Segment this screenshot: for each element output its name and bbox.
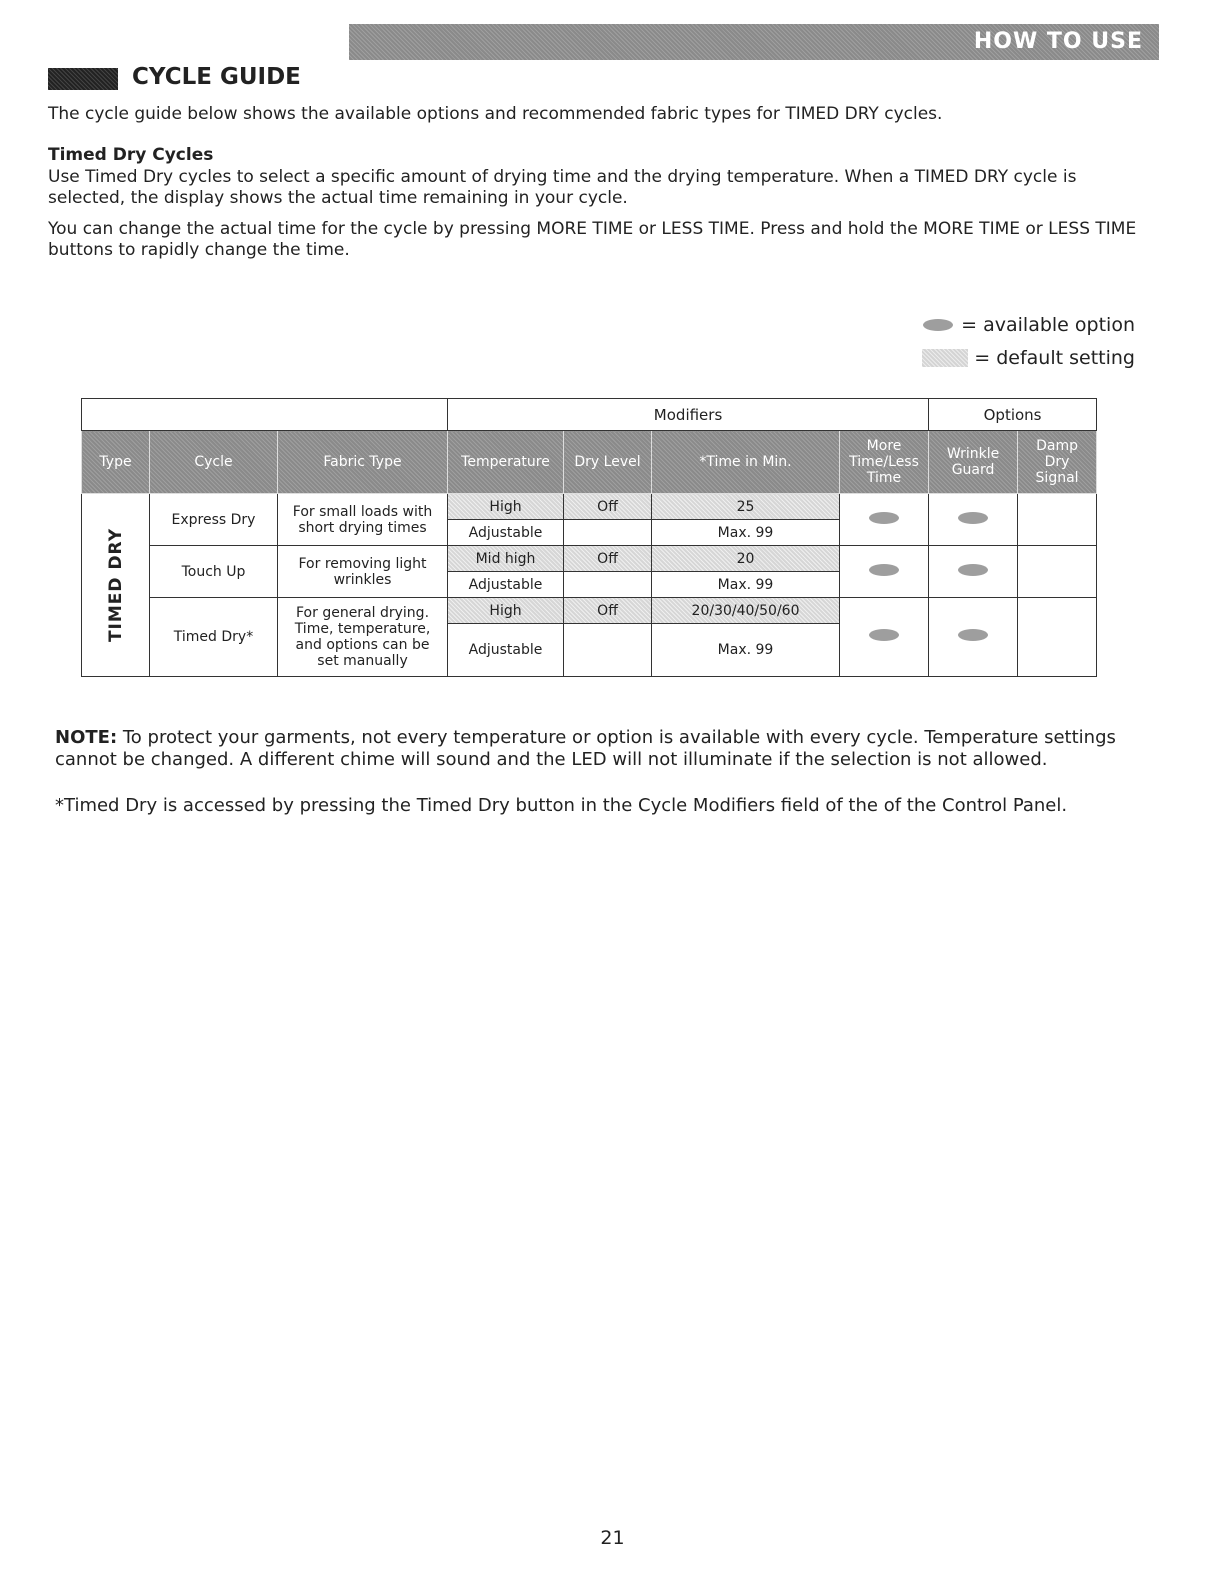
available-dot-icon: [869, 629, 899, 641]
dry-default: Off: [564, 598, 652, 624]
note-text: To protect your garments, not every temperature or option is available with every cycle. Temperature settings cannot be changed. A different chime will sound and the LED will not illuminate if the selection is not allowed.: [55, 727, 1116, 770]
page-number: 21: [600, 1527, 625, 1549]
time-default: 20: [652, 546, 840, 572]
col-type: Type: [82, 431, 150, 494]
temp-alt: Adjustable: [448, 520, 564, 546]
dry-alt: [564, 624, 652, 677]
group-options: Options: [929, 399, 1097, 431]
time-alt: Max. 99: [652, 624, 840, 677]
available-dot-icon: [923, 319, 953, 331]
time-default: 20/30/40/50/60: [652, 598, 840, 624]
col-time: *Time in Min.: [652, 431, 840, 494]
wrinkle-guard-cell: [929, 494, 1018, 546]
time-default: 25: [652, 494, 840, 520]
section-marker: [48, 68, 118, 90]
col-temperature: Temperature: [448, 431, 564, 494]
section-banner: [349, 24, 1159, 60]
cycle-name: Touch Up: [150, 546, 278, 598]
default-swatch-icon: [922, 349, 968, 367]
note-label: NOTE:: [55, 727, 118, 748]
section-title: CYCLE GUIDE: [132, 64, 301, 90]
damp-dry-cell: [1018, 546, 1097, 598]
group-modifiers: Modifiers: [448, 399, 929, 431]
more-less-time-cell: [840, 546, 929, 598]
fabric-type: For small loads with short drying times: [278, 494, 448, 546]
temp-default: High: [448, 494, 564, 520]
col-wrinkle-guard: Wrinkle Guard: [929, 431, 1018, 494]
damp-dry-cell: [1018, 598, 1097, 677]
col-dry-level: Dry Level: [564, 431, 652, 494]
fabric-type: For removing light wrinkles: [278, 546, 448, 598]
available-dot-icon: [958, 512, 988, 524]
dry-default: Off: [564, 494, 652, 520]
footnote: *Timed Dry is accessed by pressing the Timed Dry button in the Cycle Modifiers field of the of the Control Panel.: [55, 795, 1068, 816]
more-less-time-cell: [840, 494, 929, 546]
available-dot-icon: [958, 564, 988, 576]
dry-alt: [564, 572, 652, 598]
temp-default: Mid high: [448, 546, 564, 572]
col-fabric-type: Fabric Type: [278, 431, 448, 494]
legend-available: [923, 314, 1135, 336]
wrinkle-guard-cell: [929, 598, 1018, 677]
banner-label: HOW TO USE: [973, 29, 1143, 54]
paragraph-1: Use Timed Dry cycles to select a specific amount of drying time and the drying temperature. When a TIMED DRY cycle is selected, the display shows the actual time remaining in your cycle.: [48, 167, 1077, 208]
column-header-row: [82, 431, 1097, 494]
wrinkle-guard-cell: [929, 546, 1018, 598]
more-less-time-cell: [840, 598, 929, 677]
col-more-less-time: More Time/Less Time: [840, 431, 929, 494]
intro-text: The cycle guide below shows the available options and recommended fabric types for TIMED DRY cycles.: [48, 104, 943, 124]
paragraph-2: You can change the actual time for the cycle by pressing MORE TIME or LESS TIME. Press and hold the MORE TIME or LESS TIME buttons to rapidly change the time.: [48, 219, 1137, 260]
available-dot-icon: [869, 512, 899, 524]
group-header-row: [82, 399, 1097, 431]
available-dot-icon: [958, 629, 988, 641]
fabric-type: For general drying. Time, temperature, and options can be set manually: [278, 598, 448, 677]
legend-default-label: = default setting: [974, 347, 1135, 369]
dry-alt: [564, 520, 652, 546]
group-header-blank: [82, 399, 448, 431]
type-cell: [82, 494, 150, 677]
time-alt: Max. 99: [652, 520, 840, 546]
table-row: [82, 546, 1097, 572]
cycle-name: Timed Dry*: [150, 598, 278, 677]
table-row: [82, 494, 1097, 520]
type-label: TIMED DRY: [105, 527, 126, 643]
temp-alt: Adjustable: [448, 572, 564, 598]
cycle-guide-table: [81, 398, 1097, 677]
table-row: [82, 598, 1097, 624]
dry-default: Off: [564, 546, 652, 572]
legend-available-label: = available option: [961, 314, 1135, 336]
note: [55, 727, 1155, 771]
legend-default: [922, 347, 1135, 369]
temp-default: High: [448, 598, 564, 624]
available-dot-icon: [869, 564, 899, 576]
col-damp-dry-signal: Damp Dry Signal: [1018, 431, 1097, 494]
damp-dry-cell: [1018, 494, 1097, 546]
cycle-name: Express Dry: [150, 494, 278, 546]
temp-alt: Adjustable: [448, 624, 564, 677]
time-alt: Max. 99: [652, 572, 840, 598]
subheading: Timed Dry Cycles: [48, 145, 214, 165]
col-cycle: Cycle: [150, 431, 278, 494]
